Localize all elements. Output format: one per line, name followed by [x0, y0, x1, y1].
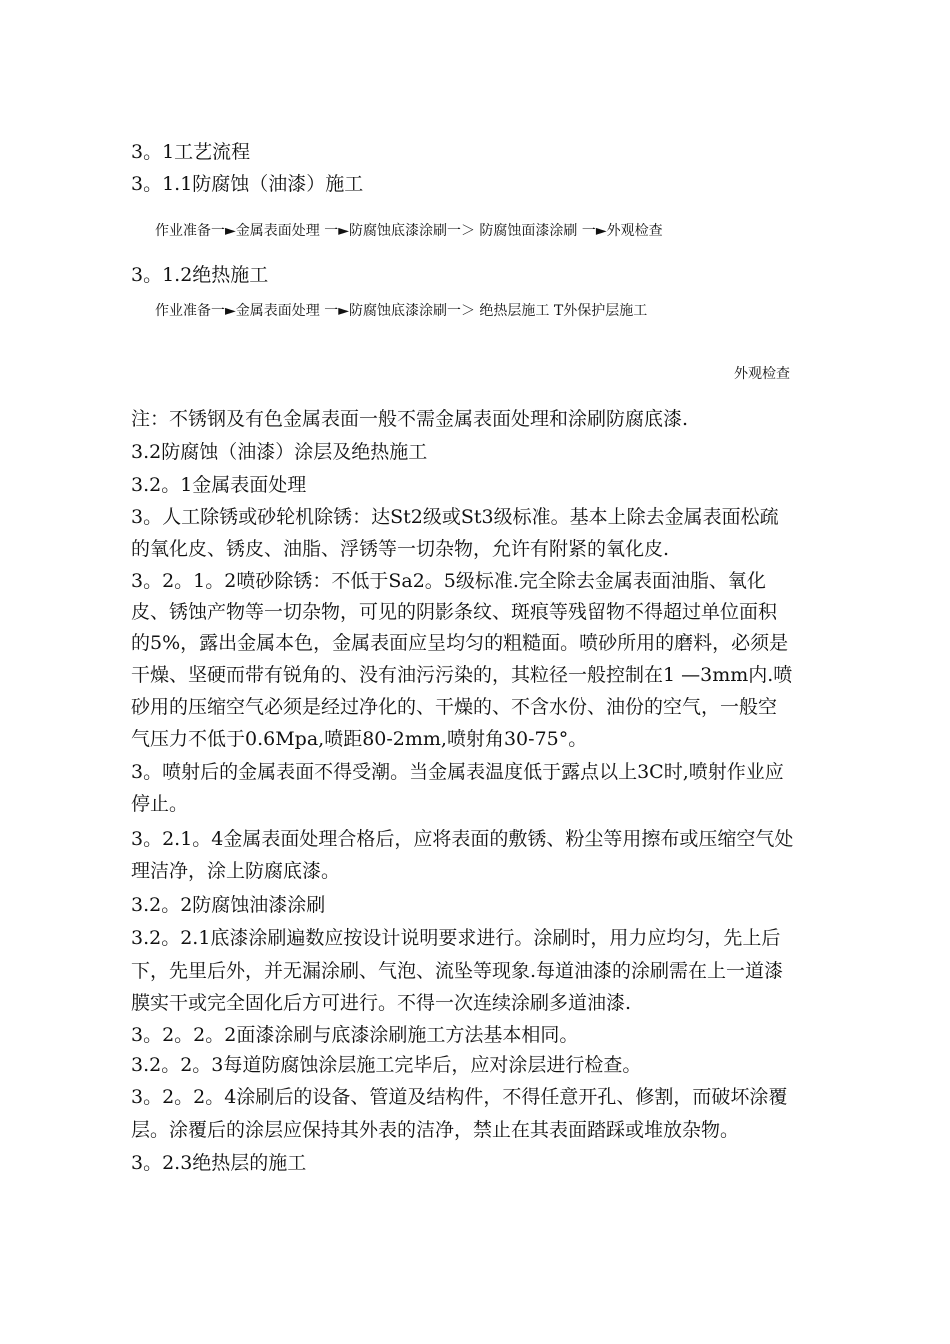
protection-line: 3。2。2。4涂刷后的设备、管道及结构件，不得任意开孔、修割，而破坏涂覆: [131, 1086, 788, 1108]
section-3-2-2-heading: 3.2。2防腐蚀油漆涂刷: [131, 894, 326, 916]
inspection-line: 3.2。2。3每道防腐蚀涂层施工完毕后，应对涂层进行检查。: [131, 1054, 642, 1076]
section-3-2-1-heading: 3.2。1金属表面处理: [131, 474, 307, 496]
section-3-2-3-heading: 3。2.3绝热层的施工: [131, 1152, 307, 1174]
primer-line: 下，先里后外，并无漏涂刷、气泡、流坠等现象.每道油漆的涂刷需在上一道漆: [131, 960, 784, 982]
anticorrosion-flow: 作业准备一►金属表面处理 一►防腐蚀底漆涂刷一＞ 防腐蚀面漆涂刷 一►外观检查: [155, 223, 663, 239]
anticorrosion-heading: 3。1.1防腐蚀（油漆）施工: [131, 173, 364, 195]
manual-rust-removal-line: 3。人工除锈或砂轮机除锈：达St2级或St3级标准。基本上除去金属表面松疏: [131, 506, 779, 528]
insulation-flow: 作业准备一►金属表面处理 一►防腐蚀底漆涂刷一＞ 绝热层施工 T外保护层施工: [155, 303, 648, 319]
moisture-line: 停止。: [131, 793, 189, 815]
sandblast-line: 的5%，露出金属本色，金属表面应呈均匀的粗糙面。喷砂所用的磨料，必须是: [131, 632, 789, 654]
sandblast-line: 3。2。1。2喷砂除锈：不低于Sa2。5级标准.完全除去金属表面油脂、氧化: [131, 570, 766, 592]
sandblast-line: 皮、锈蚀产物等一切杂物，可见的阴影条纹、斑痕等残留物不得超过单位面积: [131, 601, 778, 623]
moisture-line: 3。喷射后的金属表面不得受潮。当金属表温度低于露点以上3C时,喷射作业应: [131, 761, 784, 783]
sandblast-line: 砂用的压缩空气必须是经过净化的、干燥的、不含水份、油份的空气，一般空: [131, 696, 778, 718]
insulation-flow-end: 外观检查: [734, 366, 790, 382]
flow-heading: 3。1工艺流程: [131, 141, 251, 163]
topcoat-line: 3。2。2。2面漆涂刷与底漆涂刷施工方法基本相同。: [131, 1024, 579, 1046]
surface-clean-line: 理洁净，涂上防腐底漆。: [131, 860, 341, 882]
primer-line: 3.2。2.1底漆涂刷遍数应按设计说明要求进行。涂刷时，用力应均匀，先上后: [131, 927, 781, 949]
primer-line: 膜实干或完全固化后方可进行。不得一次连续涂刷多道油漆.: [131, 992, 632, 1014]
protection-line: 层。涂覆后的涂层应保持其外表的洁净，禁止在其表面踏踩或堆放杂物。: [131, 1119, 740, 1141]
manual-rust-removal-line: 的氧化皮、锈皮、油脂、浮锈等一切杂物，允许有附紧的氧化皮.: [131, 538, 670, 560]
surface-clean-line: 3。2.1。4金属表面处理合格后，应将表面的敷锈、粉尘等用擦布或压缩空气处: [131, 828, 794, 850]
section-3-2-heading: 3.2防腐蚀（油漆）涂层及绝热施工: [131, 441, 428, 463]
sandblast-line: 干燥、坚硬而带有锐角的、没有油污污染的，其粒径一般控制在1 —3mm内.喷: [131, 664, 793, 686]
sandblast-line: 气压力不低于0.6Mpa,喷距80-2mm,喷射角30-75°。: [131, 728, 588, 750]
insulation-heading: 3。1.2绝热施工: [131, 264, 269, 286]
note-line: 注：不锈钢及有色金属表面一般不需金属表面处理和涂刷防腐底漆.: [131, 408, 689, 430]
